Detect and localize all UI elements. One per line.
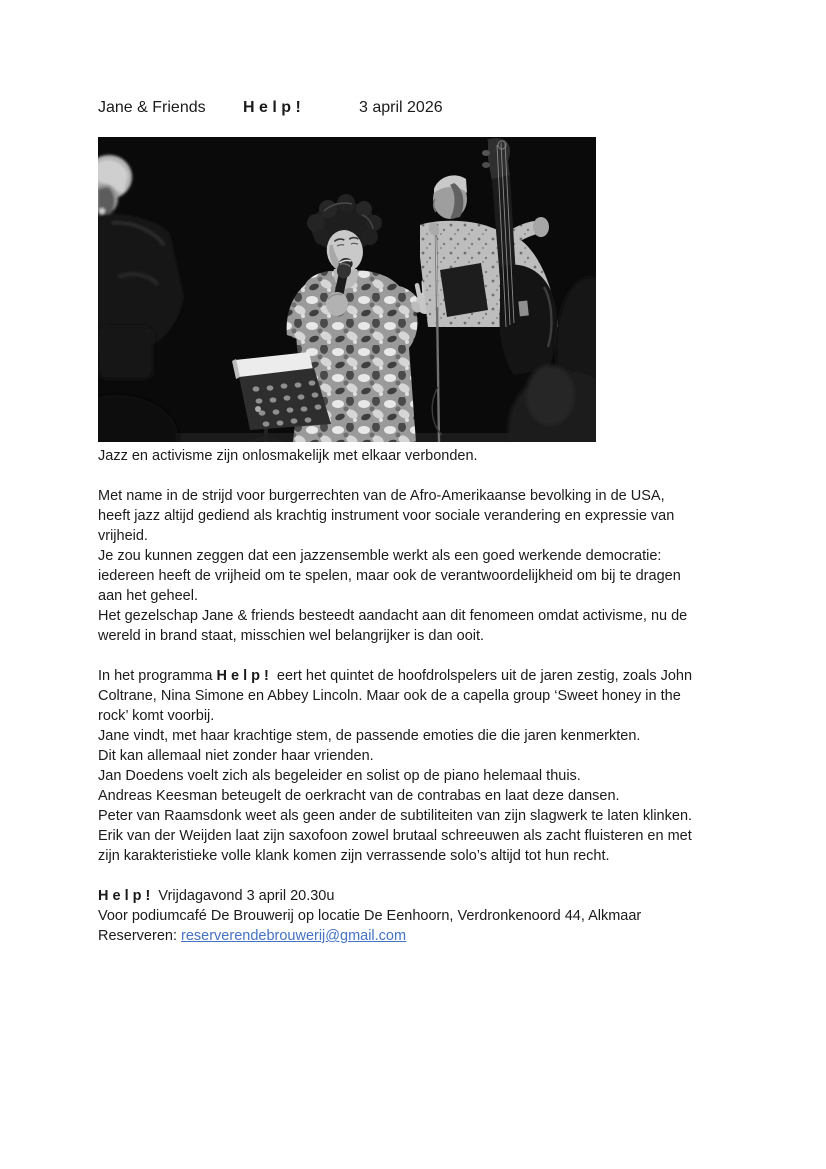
foreground-object-left (98, 327, 153, 379)
text-segment: Coltrane, Nina Simone en Abbey Lincoln. Maar ook de a capella group ‘Sweet honey in the (98, 688, 681, 704)
text-segment: In het programma (98, 668, 217, 684)
text-line (98, 766, 798, 786)
text-segment: Andreas Keesman beteugelt de oerkracht van de contrabas en laat deze dansen. (98, 788, 620, 804)
text-line (98, 506, 798, 526)
body-text (98, 446, 798, 946)
text-line (98, 786, 798, 806)
text-segment: iedereen heeft de vrijheid om te spelen, maar ook de verantwoordelijkheid om bij te dragen (98, 568, 681, 584)
text-segment: vrijheid. (98, 528, 148, 544)
paragraph (98, 486, 798, 646)
text-line (98, 826, 798, 846)
text-line (98, 846, 798, 866)
text-segment: heeft jazz altijd gediend als krachtig instrument voor sociale verandering en expressie van (98, 508, 675, 524)
paragraph (98, 886, 798, 946)
document-header (98, 99, 738, 121)
text-line (98, 546, 798, 566)
text-line (98, 666, 798, 686)
paragraph (98, 666, 798, 866)
bold-text: H e l p ! (216, 668, 269, 684)
singer-left-hand (326, 292, 348, 316)
text-line (98, 686, 798, 706)
text-line (98, 746, 798, 766)
text-segment: zijn karakteristieke volle klank komen zijn verrassende solo’s altijd tot hun recht. (98, 848, 610, 864)
concert-photo-illustration (98, 137, 596, 442)
event-date: 3 april 2026 (359, 99, 443, 116)
text-segment: Reserveren: (98, 928, 182, 944)
text-line (98, 626, 798, 646)
bold-text: H e l p ! (98, 888, 151, 904)
text-segment: eert het quintet de hoofdrolspelers uit de jaren zestig, zoals John (268, 668, 693, 684)
text-segment: wereld in brand staat, misschien wel belangrijker is dan ooit. (98, 628, 485, 644)
bass-player-hand (533, 217, 549, 237)
text-line (98, 886, 798, 906)
text-line (98, 446, 798, 466)
text-line (98, 806, 798, 826)
text-segment: aan het geheel. (98, 588, 198, 604)
band-name: Jane & Friends (98, 99, 206, 116)
email-link[interactable]: reserverendebrouwerij@gmail.com (181, 928, 407, 944)
text-segment: rock’ komt voorbij. (98, 708, 215, 724)
text-line (98, 486, 798, 506)
text-line (98, 526, 798, 546)
text-segment: Peter van Raamsdonk weet als geen ander de subtiliteiten van zijn slagwerk te laten klinken. (98, 808, 693, 824)
concert-photo (98, 137, 596, 442)
text-segment: Met name in de strijd voor burgerrechten van de Afro-Amerikaanse bevolking in de USA, (98, 488, 665, 504)
text-segment: Het gezelschap Jane & friends besteedt aandacht aan dit fenomeen omdat activisme, nu de (98, 608, 688, 624)
text-segment: Jazz en activisme zijn onlosmakelijk met elkaar verbonden. (98, 448, 478, 464)
text-line (98, 566, 798, 586)
text-segment: Je zou kunnen zeggen dat een jazzensemble werkt als een goed werkende democratie: (98, 548, 662, 564)
text-line (98, 906, 798, 926)
text-segment: Dit kan allemaal niet zonder haar vrienden. (98, 748, 374, 764)
text-line (98, 586, 798, 606)
text-line (98, 606, 798, 626)
text-line (98, 926, 798, 946)
program-title: H e l p ! (243, 99, 301, 116)
text-line (98, 726, 798, 746)
text-segment: Jan Doedens voelt zich als begeleider en solist op de piano helemaal thuis. (98, 768, 581, 784)
text-segment: Voor podiumcafé De Brouwerij op locatie De Eenhoorn, Verdronkenoord 44, Alkmaar (98, 908, 642, 924)
text-line (98, 706, 798, 726)
text-segment: Erik van der Weijden laat zijn saxofoon zowel brutaal schreeuwen als zacht fluisteren en met (98, 828, 692, 844)
text-segment: Vrijdagavond 3 april 20.30u (150, 888, 335, 904)
paragraph (98, 446, 798, 466)
bass-player-music-stand (440, 263, 488, 317)
text-segment: Jane vindt, met haar krachtige stem, de passende emoties die die jaren kenmerkten. (98, 728, 641, 744)
